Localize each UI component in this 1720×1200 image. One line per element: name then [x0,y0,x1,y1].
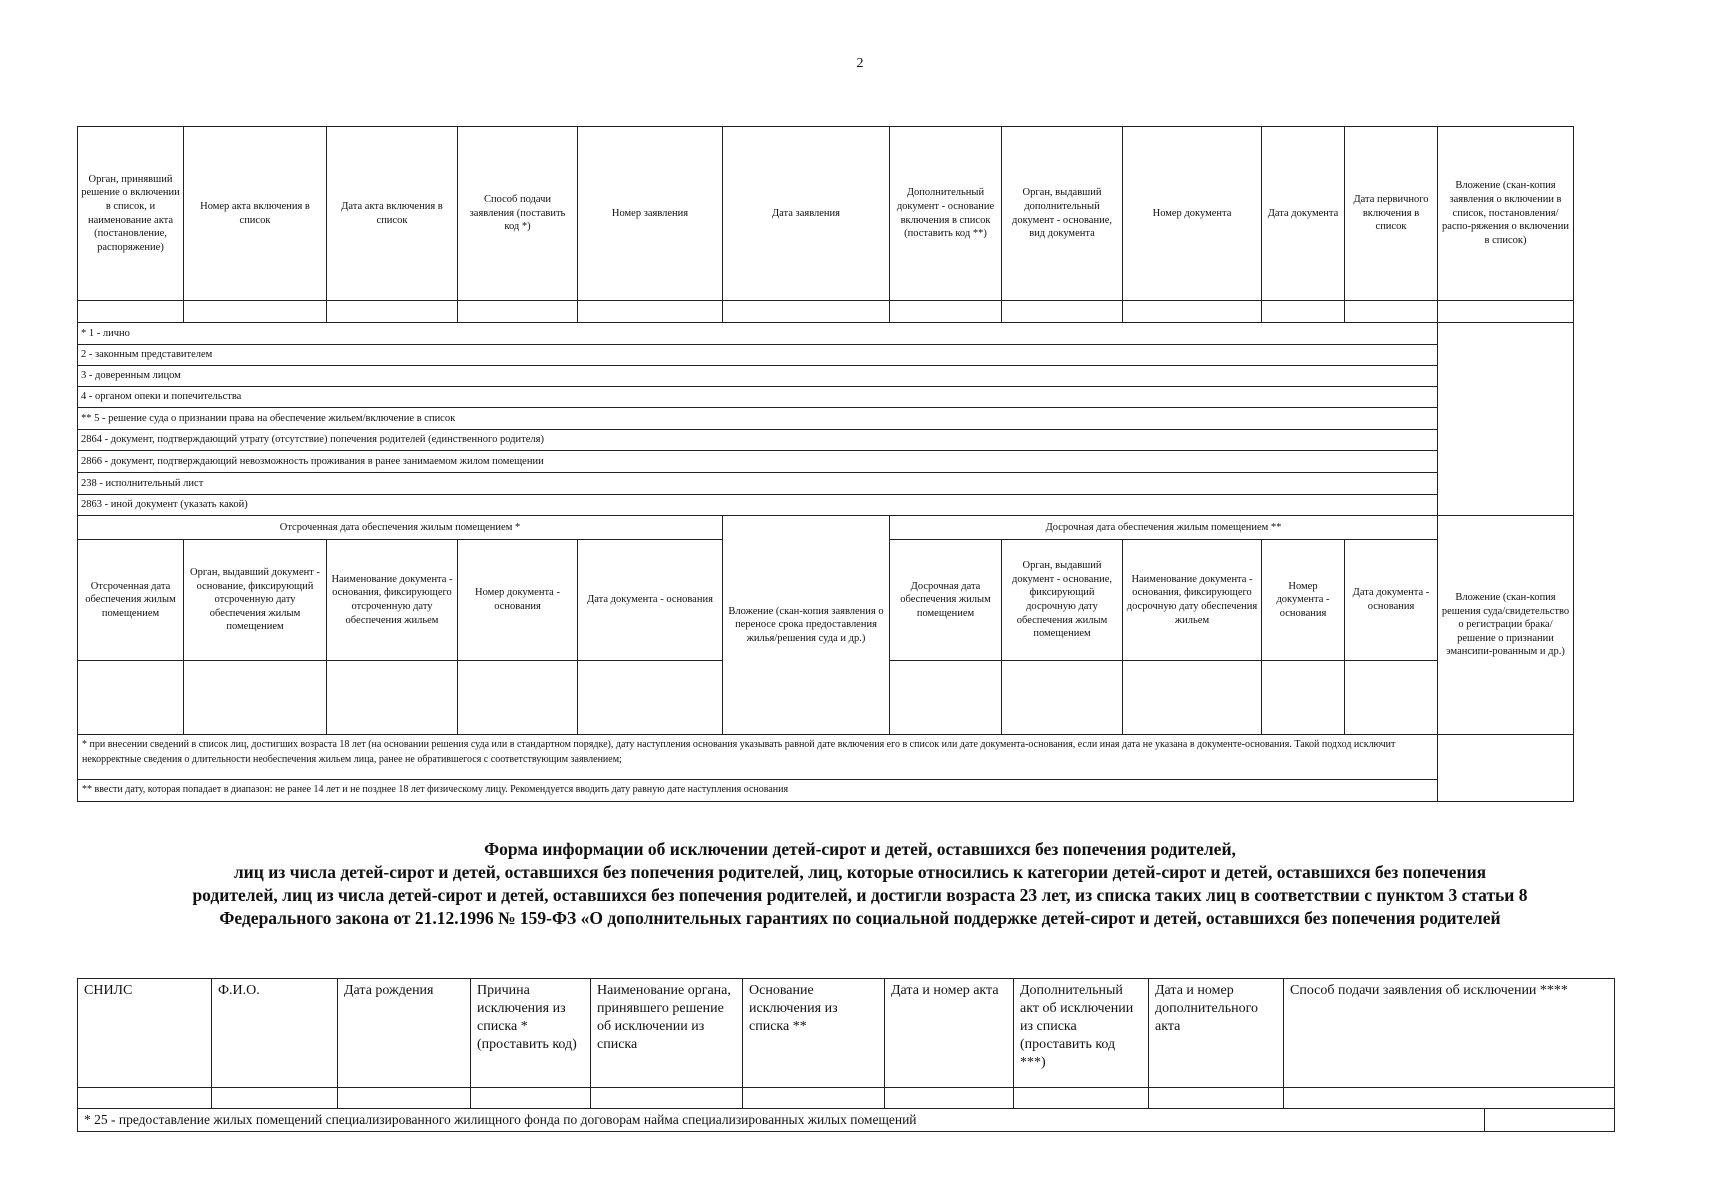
empty-cell[interactable] [184,661,327,735]
note-deferred: * при внесении сведений в список лиц, достигших возраста 18 лет (на основании решения суда или в стандартном порядке), дату наступления основания указывать равной дате включения его в список или дате документа-основания, если иная дата не указана в документе-основания. Такой подход исключит некорректные сведения о длительности необеспечения жильем лица, ранее не обратившегося с соответствующим заявлением; [78,735,1438,780]
deferred-col-header: Наименование документа - основания, фиксирующего отсроченную дату обеспечения жильем [327,540,458,661]
form-title-line: родителей, лиц из числа детей-сирот и детей, оставшихся без попечения родителей, и достигли возраста 23 лет, из списка таких лиц в соответствии с пунктом 3 статьи 8 [192,885,1528,905]
code-row: 238 - исполнительный лист [78,473,1438,495]
empty-cell[interactable] [1149,1088,1284,1109]
empty-cell[interactable] [471,1088,591,1109]
note-early: ** ввести дату, которая попадает в диапазон: не ранее 14 лет и не позднее 18 лет физическому лицу. Рекомендуется вводить дату равную дате наступления основания [78,780,1438,802]
col-header: Способ подачи заявления (поставить код *) [458,127,578,301]
early-col-header: Орган, выдавший документ - основание, фиксирующий досрочную дату обеспечения жилым помещением [1002,540,1123,661]
empty-cell[interactable] [1014,1088,1149,1109]
empty-cell[interactable] [591,1088,743,1109]
col-header: Способ подачи заявления об исключении **** [1284,979,1615,1088]
code-row: 3 - доверенным лицом [78,366,1438,387]
empty-cell[interactable] [338,1088,471,1109]
empty-cell[interactable] [1345,661,1438,735]
col-header: Вложение (скан-копия заявления о включении в список, постановления/распо-ряжения о включении в список) [1438,127,1574,301]
col-header: Основание исключения из списка ** [743,979,885,1088]
col-header: Дополнительный документ - основание включения в список (поставить код **) [890,127,1002,301]
col-header: Номер акта включения в список [184,127,327,301]
code-row: 2864 - документ, подтверждающий утрату (отсутствие) попечения родителей (единственного родителя) [78,430,1438,451]
deferred-col-header: Номер документа - основания [458,540,578,661]
empty-cell[interactable] [1485,1109,1615,1132]
empty-cell[interactable] [723,301,890,323]
empty-cell[interactable] [78,1088,212,1109]
col-header: Орган, принявший решение о включении в список, и наименование акта (постановление, распоряжение) [78,127,184,301]
col-header: Орган, выдавший дополнительный документ - основание, вид документа [1002,127,1123,301]
inclusion-table [77,126,1574,802]
form-title [70,838,1650,930]
col-header: Дата и номер акта [885,979,1014,1088]
empty-cell[interactable] [1002,301,1123,323]
col-header: Дата рождения [338,979,471,1088]
col-header: Дата акта включения в список [327,127,458,301]
empty-cell[interactable] [78,661,184,735]
empty-cell [1438,735,1574,802]
empty-cell[interactable] [1438,301,1574,323]
deferred-col-header: Отсроченная дата обеспечения жилым помещением [78,540,184,661]
form-title-line: лиц из числа детей-сирот и детей, оставшихся без попечения родителей, лиц, которые относились к категории детей-сирот и детей, оставшихся без попечения [233,862,1487,882]
empty-cell[interactable] [1123,301,1262,323]
deferred-col-header: Орган, выдавший документ - основание, фиксирующий отсроченную дату обеспечения жилым помещением [184,540,327,661]
empty-cell[interactable] [885,1088,1014,1109]
empty-cell[interactable] [1345,301,1438,323]
code-row: * 1 - лично [78,323,1438,345]
col-header: Дополнительный акт об исключении из списка (проставить код ***) [1014,979,1149,1088]
empty-cell[interactable] [78,301,184,323]
empty-cell[interactable] [458,301,578,323]
empty-cell[interactable] [327,301,458,323]
col-header: Ф.И.О. [212,979,338,1088]
empty-cell[interactable] [743,1088,885,1109]
early-col-header: Дата документа - основания [1345,540,1438,661]
exclusion-table [77,978,1615,1132]
code-row: ** 5 - решение суда о признании права на обеспечение жильем/включение в список [78,408,1438,430]
form-title-line: Федерального закона от 21.12.1996 № 159-ФЗ «О дополнительных гарантиях по социальной поддержке детей-сирот и детей, оставшихся без попечения родителей [219,908,1501,928]
early-col-header: Досрочная дата обеспечения жилым помещением [890,540,1002,661]
footnote-row: * 25 - предоставление жилых помещений специализированного жилищного фонда по договорам найма специализированных жилых помещений [78,1109,1485,1132]
empty-cell[interactable] [578,661,723,735]
col-header: Дата и номер дополнительного акта [1149,979,1284,1088]
col-header: Дата документа [1262,127,1345,301]
attachment-transfer-header: Вложение (скан-копия заявления о переносе срока предоставления жилья/решения суда и др.) [723,516,890,735]
col-header: Причина исключения из списка * (проставить код) [471,979,591,1088]
deferred-date-title: Отсроченная дата обеспечения жилым помещением * [78,516,723,540]
form-title-line: Форма информации об исключении детей-сирот и детей, оставшихся без попечения родителей, [484,839,1236,859]
empty-cell[interactable] [578,301,723,323]
attachment-court-header: Вложение (скан-копия решения суда/свидетельство о регистрации брака/решение о признании эмансипи-рованным и др.) [1438,516,1574,735]
empty-cell[interactable] [327,661,458,735]
early-col-header: Наименование документа - основания, фиксирующего досрочную дату обеспечения жильем [1123,540,1262,661]
empty-cell[interactable] [890,661,1002,735]
deferred-col-header: Дата документа - основания [578,540,723,661]
empty-cell[interactable] [1262,301,1345,323]
col-header: СНИЛС [78,979,212,1088]
early-col-header: Номер документа - основания [1262,540,1345,661]
col-header: Номер документа [1123,127,1262,301]
empty-cell[interactable] [1123,661,1262,735]
col-header: Дата заявления [723,127,890,301]
col-header: Номер заявления [578,127,723,301]
empty-cell[interactable] [1002,661,1123,735]
empty-cell [1438,323,1574,516]
code-row: 4 - органом опеки и попечительства [78,387,1438,408]
page-number: 2 [856,56,864,71]
code-row: 2863 - иной документ (указать какой) [78,495,1438,516]
col-header: Наименование органа, принявшего решение об исключении из списка [591,979,743,1088]
code-row: 2866 - документ, подтверждающий невозможность проживания в ранее занимаемом жилом помещении [78,451,1438,473]
early-date-title: Досрочная дата обеспечения жилым помещением ** [890,516,1438,540]
code-row: 2 - законным представителем [78,345,1438,366]
empty-cell[interactable] [1284,1088,1615,1109]
empty-cell[interactable] [184,301,327,323]
empty-cell[interactable] [458,661,578,735]
empty-cell[interactable] [1262,661,1345,735]
empty-cell[interactable] [212,1088,338,1109]
empty-cell[interactable] [890,301,1002,323]
col-header: Дата первичного включения в список [1345,127,1438,301]
